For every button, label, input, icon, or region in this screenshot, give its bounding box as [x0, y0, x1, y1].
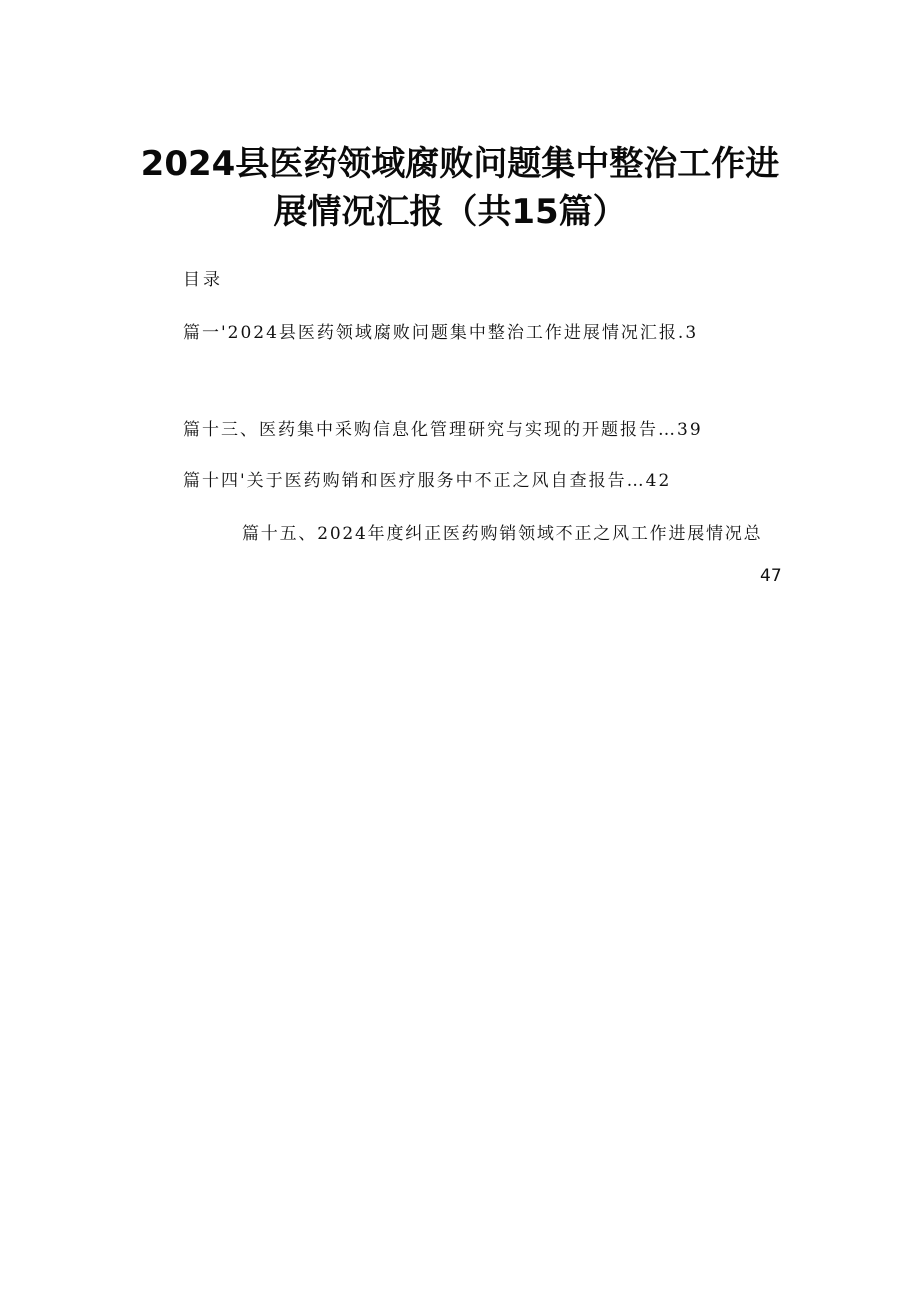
- toc-entry-13: 篇十三、医药集中采购信息化管理研究与实现的开题报告…39: [183, 420, 703, 440]
- document-title-line-1: 2024县医药领域腐败问题集中整治工作进: [140, 144, 780, 184]
- toc-heading: 目录: [183, 270, 223, 290]
- toc-entry-15: 篇十五、2024年度纠正医药购销领域不正之风工作进展情况总: [242, 524, 763, 544]
- document-title-line-2: 展情况汇报（共15篇）: [273, 192, 627, 232]
- toc-entry-15-page-number: 47: [760, 566, 782, 586]
- toc-entry-1: 篇一'2024县医药领域腐败问题集中整治工作进展情况汇报.3: [183, 323, 699, 343]
- toc-entry-14: 篇十四'关于医药购销和医疗服务中不正之风自查报告…42: [183, 471, 672, 491]
